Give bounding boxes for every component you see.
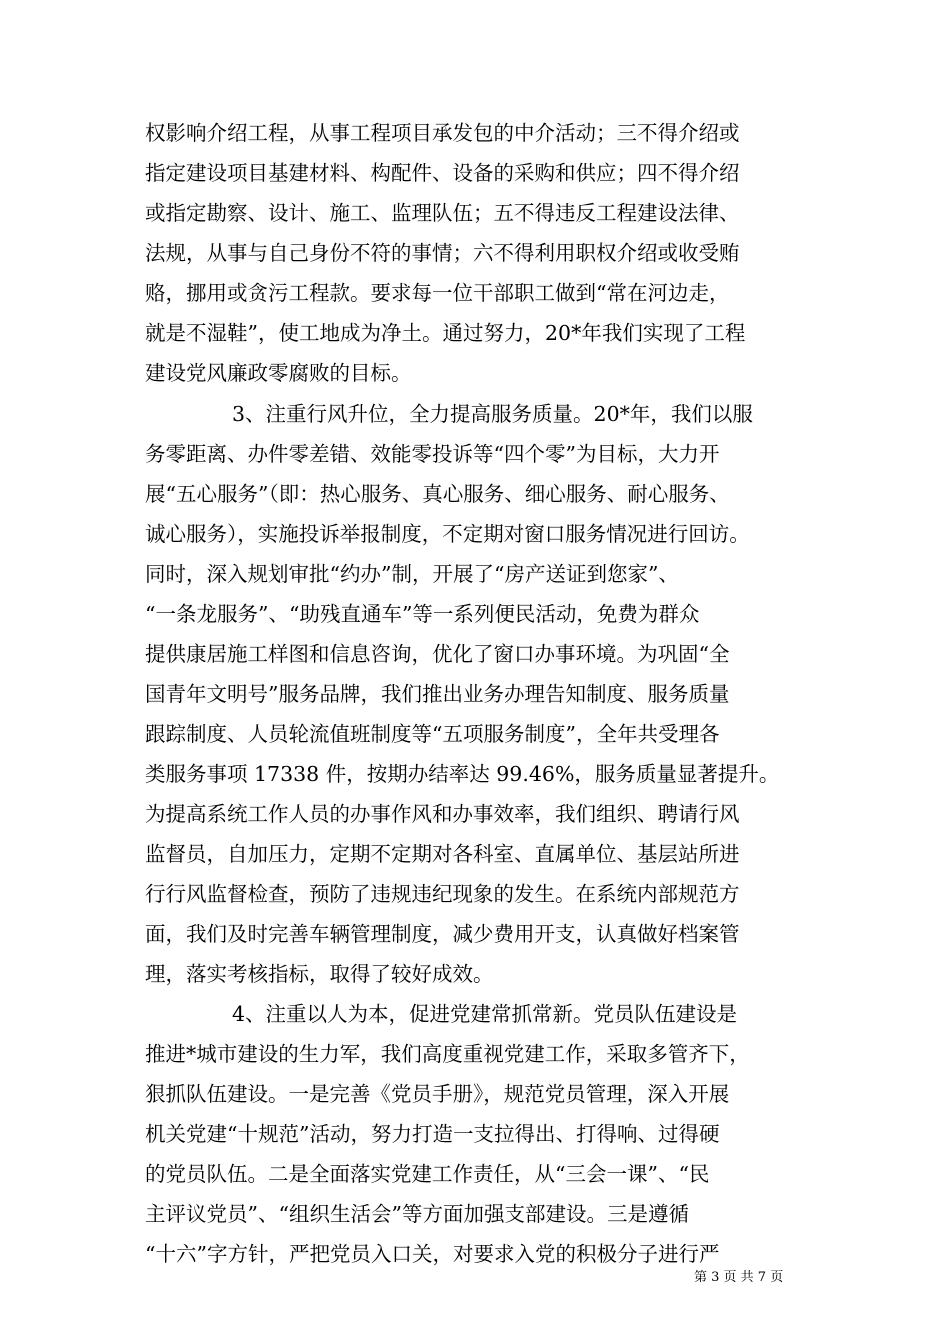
text-line: 机关党建“十规范”活动，努力打造一支拉得出、打得响、过得硬: [145, 1122, 720, 1146]
text-line: 为提高系统工作人员的办事作风和办事效率，我们组织、聘请行风: [145, 802, 740, 826]
paragraph-heading-3: 3、注重行风升位，全力提高服务质量。20*年，我们以服: [232, 402, 753, 426]
text-line: 法规，从事与自己身份不符的事情；六不得利用职权介绍或收受贿: [145, 241, 740, 265]
text-line: 跟踪制度、人员轮流值班制度等“五项服务制度”，全年共受理各: [145, 722, 720, 746]
text-line: 指定建设项目基建材料、构配件、设备的采购和供应；四不得介绍: [145, 161, 740, 185]
text-line: “十六”字方针，严把党员入口关，对要求入党的积极分子进行严: [145, 1242, 720, 1266]
text-line: 监督员，自加压力，定期不定期对各科室、直属单位、基层站所进: [145, 842, 740, 866]
text-line: 权影响介绍工程，从事工程项目承发包的中介活动；三不得介绍或: [145, 121, 740, 145]
text-line: 类服务事项 17338 件，按期办结率达 99.46%，服务质量显著提升。: [145, 762, 780, 786]
paragraph-heading-4: 4、注重以人为本，促进党建常抓常新。党员队伍建设是: [232, 1002, 738, 1026]
text-line: 展“五心服务”（即：热心服务、真心服务、细心服务、耐心服务、: [145, 482, 730, 506]
text-line: 狠抓队伍建设。一是完善《党员手册》，规范党员管理，深入开展: [145, 1082, 730, 1106]
text-line: 面，我们及时完善车辆管理制度，减少费用开支，认真做好档案管: [145, 922, 740, 946]
text-line: 诚心服务），实施投诉举报制度，不定期对窗口服务情况进行回访。: [145, 522, 750, 546]
page-number: 第 3 页 共 7 页: [694, 1270, 784, 1285]
text-line: 理，落实考核指标，取得了较好成效。: [145, 962, 494, 986]
text-line: 提供康居施工样图和信息咨询，优化了窗口办事环境。为巩固“全: [145, 642, 730, 666]
text-line: 建设党风廉政零腐败的目标。: [145, 361, 412, 385]
text-line: 务零距离、办件零差错、效能零投诉等“四个零”为目标，大力开: [145, 442, 720, 466]
text-line: 行行风监督检查，预防了违规违纪现象的发生。在系统内部规范方: [145, 882, 740, 906]
text-line: 或指定勘察、设计、施工、监理队伍；五不得违反工程建设法律、: [145, 201, 740, 225]
text-line: 主评议党员”、“组织生活会”等方面加强支部建设。三是遵循: [145, 1202, 689, 1226]
text-line: 推进*城市建设的生力军，我们高度重视党建工作，采取多管齐下，: [145, 1042, 750, 1066]
text-line: 的党员队伍。二是全面落实党建工作责任，从“三会一课”、“民: [145, 1162, 710, 1186]
text-line: “一条龙服务”、“助残直通车”等一系列便民活动，免费为群众: [145, 602, 700, 626]
text-line: 国青年文明号”服务品牌，我们推出业务办理告知制度、服务质量: [145, 682, 730, 706]
text-line: 赂，挪用或贪污工程款。要求每一位干部职工做到“常在河边走，: [145, 281, 730, 305]
text-line: 同时，深入规划审批“约办”制，开展了“房产送证到您家”、: [145, 562, 679, 586]
text-line: 就是不湿鞋”，使工地成为净土。通过努力，20*年我们实现了工程: [145, 321, 746, 345]
